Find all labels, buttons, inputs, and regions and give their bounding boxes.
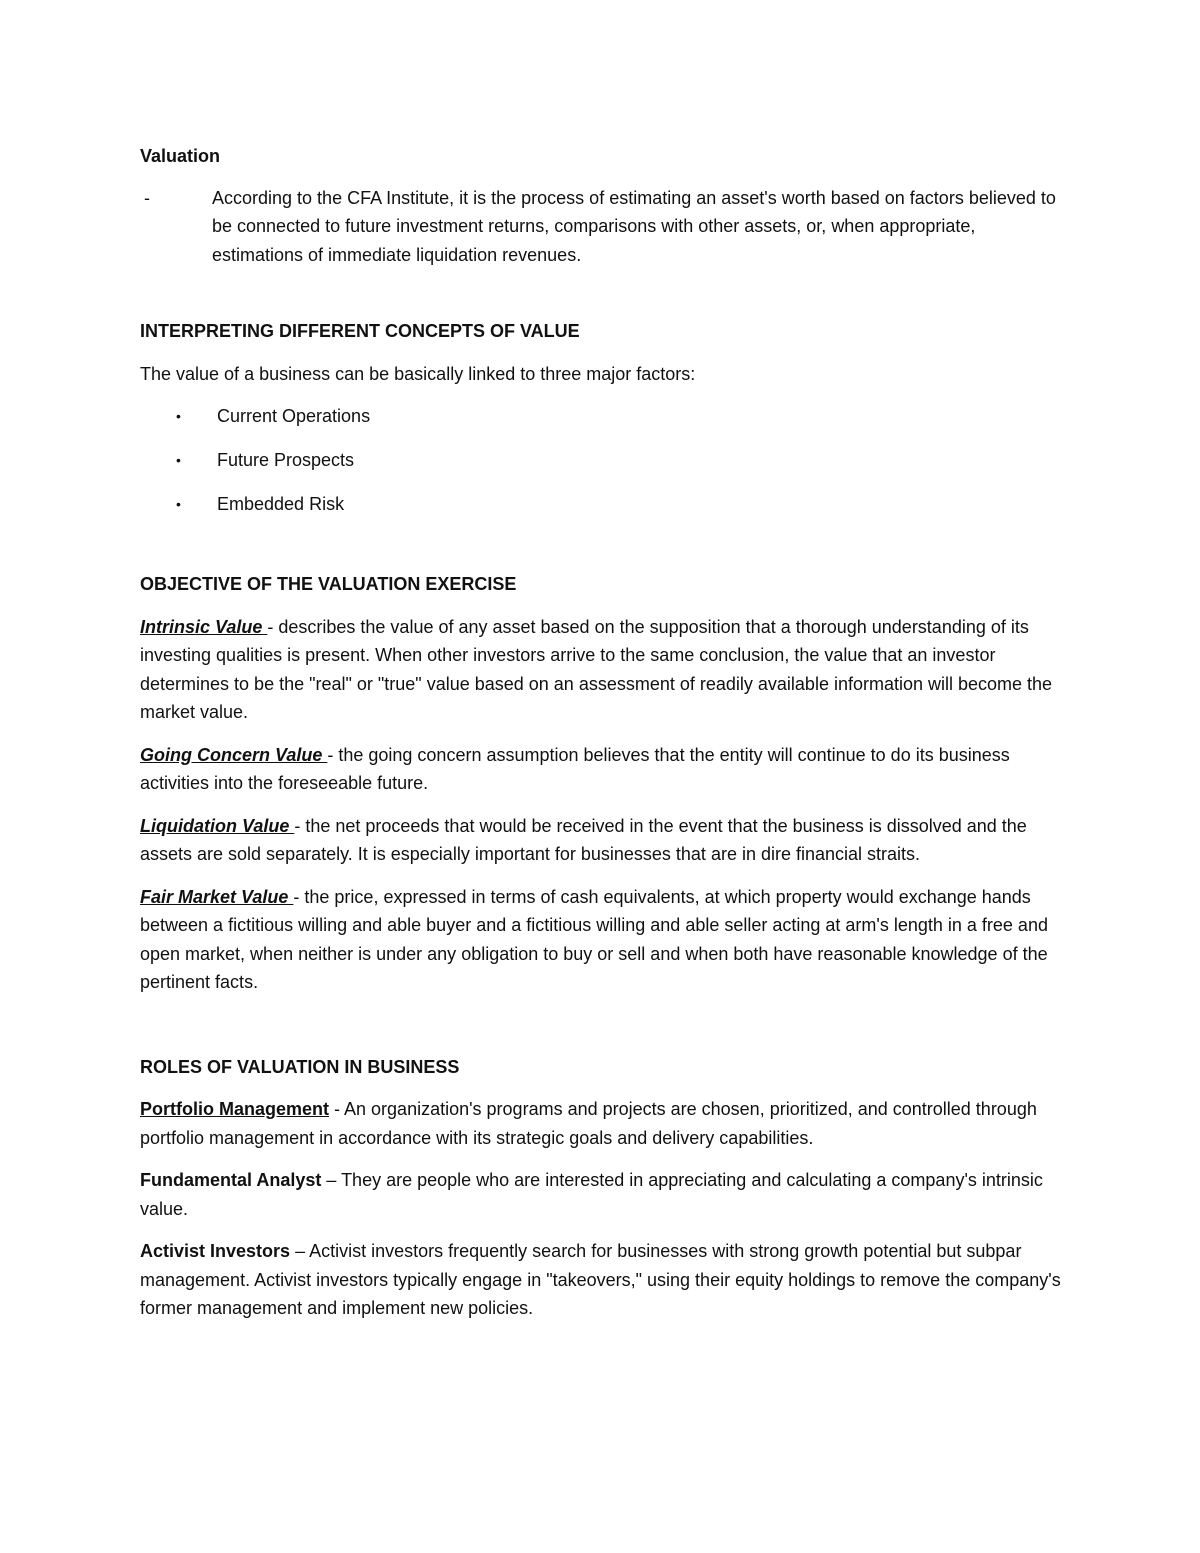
term-label: Intrinsic Value: [140, 616, 268, 637]
term-description: – They are people who are interested in appreciating and calculating a company's intrinsic value.: [140, 1170, 1043, 1219]
term-paragraph-fundamental-analyst: [140, 1166, 1070, 1223]
section-heading-roles: ROLES OF VALUATION IN BUSINESS: [140, 1056, 460, 1077]
term-description: - describes the value of any asset based on the supposition that a thorough understanding of its investing qualities is present. When other investors arrive to the same conclusion, the value that an investor determines to be the "real" or "true" value based on an assessment of readily available information will become the market value.: [140, 616, 1053, 722]
section-heading-objective: OBJECTIVE OF THE VALUATION EXERCISE: [140, 574, 517, 594]
term-paragraph-liquidation-value: [140, 812, 1070, 869]
section-heading-concepts: INTERPRETING DIFFERENT CONCEPTS OF VALUE: [140, 321, 580, 341]
term-paragraph-intrinsic-value: [140, 613, 1070, 727]
bullet-icon: •: [176, 452, 181, 468]
term-paragraph-activist-investors: [140, 1237, 1070, 1323]
term-description: - the net proceeds that would be received in the event that the business is dissolved and the assets are sold separately. It is especially important for businesses that are in dire financial straits.: [140, 815, 1027, 864]
term-description: – Activist investors frequently search for businesses with strong growth potential but subpar management. Activist investors typically engage in "takeovers," using their equity holdings to remove the company's former management and implement new policies.: [140, 1241, 1061, 1318]
concepts-lead: The value of a business can be basically linked to three major factors:: [140, 363, 696, 384]
list-item: [140, 446, 1070, 475]
factor-list: [140, 402, 1070, 519]
list-item: [140, 490, 1070, 519]
term-label: Liquidation Value: [140, 815, 295, 836]
list-item: [140, 402, 1070, 431]
document-page: [140, 142, 1070, 1337]
definition-text: According to the CFA Institute, it is the process of estimating an asset's worth based on factors believed to be connected to future investment returns, comparisons with other assets, or, when appropriate, estimations of immediate liquidation revenues.: [212, 187, 1056, 265]
term-label: Activist Investors: [140, 1241, 291, 1261]
term-description: - An organization's programs and projects are chosen, prioritized, and controlled through portfolio management in accordance with its strategic goals and delivery capabilities.: [140, 1099, 1037, 1148]
spacer: [140, 534, 1070, 570]
term-label: Going Concern Value: [140, 744, 328, 765]
list-item-text: Embedded Risk: [217, 494, 345, 514]
spacer: [140, 1011, 1070, 1053]
document-title: Valuation: [140, 146, 221, 166]
bullet-icon: •: [176, 408, 181, 424]
bullet-icon: •: [176, 496, 181, 512]
term-label: Fair Market Value: [140, 886, 294, 907]
term-paragraph-going-concern-value: [140, 741, 1070, 798]
term-paragraph-fair-market-value: [140, 883, 1070, 997]
list-item-text: Current Operations: [217, 406, 371, 426]
definition-item: [140, 184, 1070, 270]
spacer: [140, 269, 1070, 317]
dash-marker: -: [144, 187, 150, 208]
term-paragraph-portfolio-management: [140, 1095, 1070, 1152]
term-description: - the going concern assumption believes that the entity will continue to do its business activities into the foreseeable future.: [140, 744, 1010, 793]
term-label: Portfolio Management: [140, 1099, 330, 1119]
term-description: - the price, expressed in terms of cash equivalents, at which property would exchange hands between a fictitious willing and able buyer and a fictitious willing and able seller acting at arm's length in a free and open market, when neither is under any obligation to buy or sell and when both have reasonable knowledge of the pertinent facts.: [140, 886, 1048, 992]
term-label: Fundamental Analyst: [140, 1170, 322, 1190]
list-item-text: Future Prospects: [217, 450, 355, 470]
